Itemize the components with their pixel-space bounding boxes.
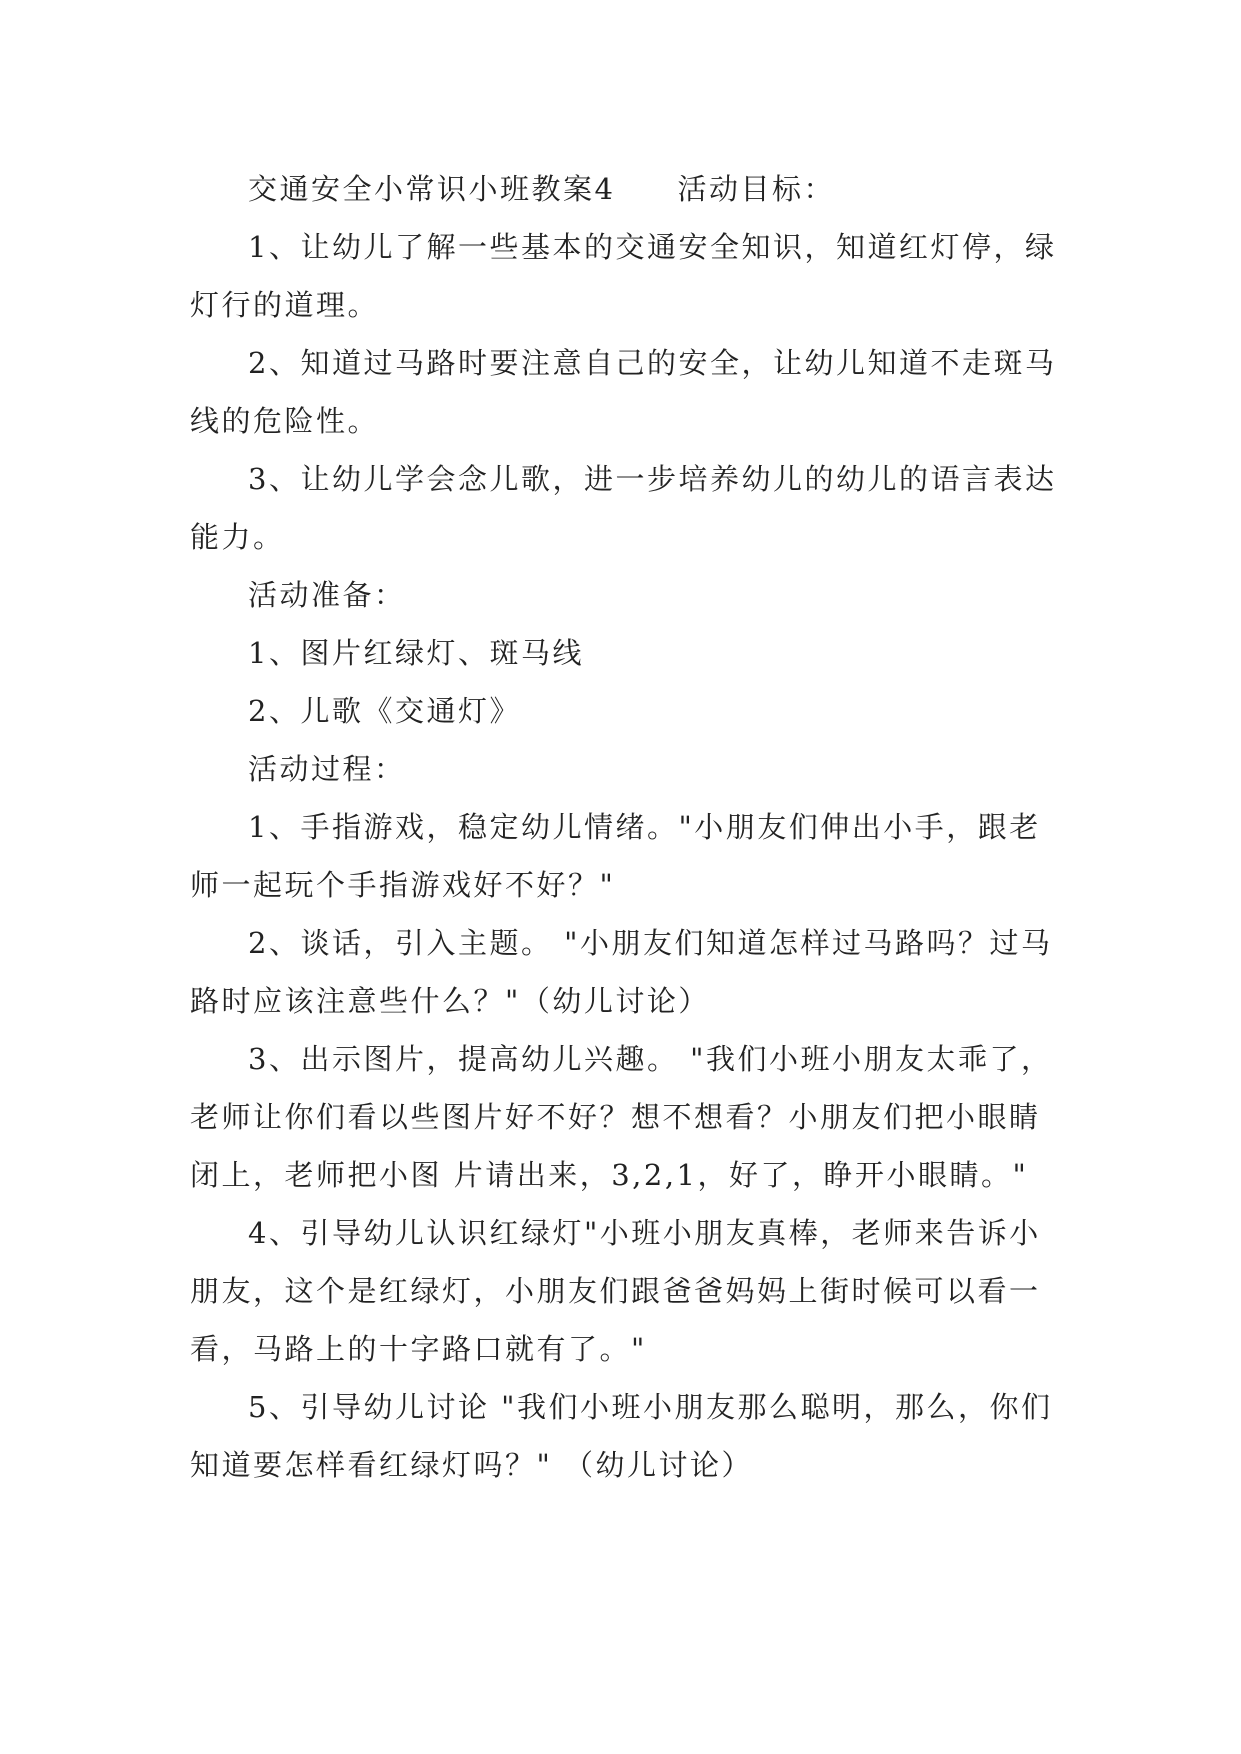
paragraph-process-5: 5、引导幼儿讨论 "我们小班小朋友那么聪明，那么，你们知道要怎样看红绿灯吗？" （幼儿讨论） bbox=[190, 1390, 1053, 1482]
paragraph-goal-1: 1、让幼儿了解一些基本的交通安全知识，知道红灯停，绿灯行的道理。 bbox=[190, 230, 1057, 322]
paragraph-goal-2: 2、知道过马路时要注意自己的安全，让幼儿知道不走斑马线的危险性。 bbox=[190, 346, 1057, 438]
paragraph-goal-3: 3、让幼儿学会念儿歌，进一步培养幼儿的幼儿的语言表达能力。 bbox=[190, 462, 1057, 554]
paragraph-process-3: 3、出示图片，提高幼儿兴趣。 "我们小班小朋友太乖了，老师让你们看以些图片好不好？想不想看？小朋友们把小眼睛闭上，老师把小图 片请出来，3,2,1，好了，睁开小眼睛。" bbox=[190, 1042, 1053, 1192]
paragraph-process-1: 1、手指游戏，稳定幼儿情绪。"小朋友们伸出小手，跟老师一起玩个手指游戏好不好？" bbox=[190, 810, 1041, 902]
section-heading-preparation: 活动准备： bbox=[248, 578, 406, 612]
document-title: 交通安全小常识小班教案4 bbox=[248, 172, 616, 206]
paragraph-process-4: 4、引导幼儿认识红绿灯"小班小朋友真棒，老师来告诉小朋友，这个是红绿灯，小朋友们跟爸爸妈妈上街时候可以看一看，马路上的十字路口就有了。" bbox=[190, 1216, 1041, 1366]
paragraph-preparation-1: 1、图片红绿灯、斑马线 bbox=[248, 636, 584, 670]
title-line bbox=[190, 160, 1060, 218]
paragraph-process-2: 2、谈话，引入主题。 "小朋友们知道怎样过马路吗？过马路时应该注意些什么？"（幼儿讨论） bbox=[190, 926, 1053, 1018]
section-heading-process: 活动过程： bbox=[248, 752, 406, 786]
paragraph-preparation-2: 2、儿歌《交通灯》 bbox=[248, 694, 521, 728]
section-heading-goals: 活动目标： bbox=[677, 172, 835, 206]
document-body bbox=[190, 160, 1060, 1494]
